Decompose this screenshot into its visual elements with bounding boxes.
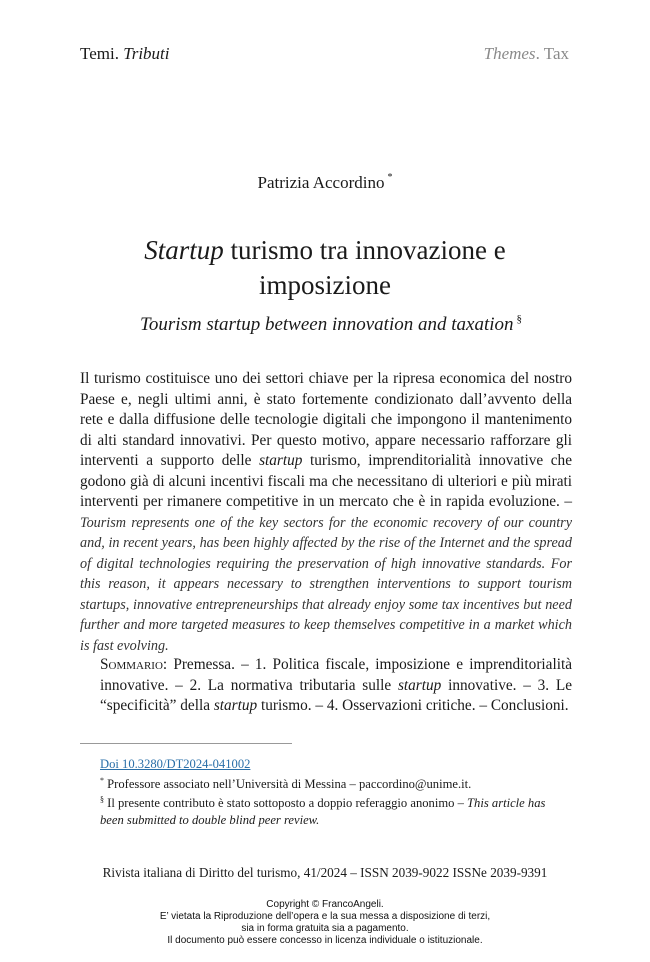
journal-citation: Rivista italiana di Diritto del turismo, 41/2024 – ISSN 2039-9022 ISSNe 2039-9391	[102, 865, 548, 880]
article-subtitle-text: Tourism startup between innovation and taxation	[140, 314, 514, 335]
summary-part1: : Premessa. – 1. Politica fiscale, imposizione e imprenditorialità innovative. – 2. La normativa tributaria sulle	[100, 656, 572, 694]
footnote-2-mark: §	[100, 795, 104, 804]
summary-italic1: startup	[397, 676, 442, 694]
running-head-right-italic: Themes	[483, 44, 536, 63]
footnote-2	[80, 792, 572, 828]
running-head-left-plain: Temi.	[80, 44, 124, 63]
article-title-rest: turismo tra innovazione e	[223, 235, 506, 265]
footnote-divider	[80, 743, 292, 744]
footnotes	[80, 756, 572, 828]
abstract	[80, 369, 572, 656]
footnote-1	[80, 773, 572, 793]
article-title-italic: Startup	[144, 235, 224, 265]
summary-italic2: startup	[213, 697, 258, 714]
author-footnote-mark: *	[387, 172, 393, 183]
copyright-line2: E’ vietata la Riproduzione dell’opera e la sua messa a disposizione di terzi,	[159, 911, 491, 922]
footnote-2-italic: This article has been submitted to double blind peer review.	[100, 796, 546, 827]
summary-part3: turismo. – 4. Osservazioni critiche. – Conclusioni.	[257, 697, 569, 714]
article-subtitle	[0, 313, 650, 336]
copyright-line4: Il documento può essere concesso in licenza individuale o istituzionale.	[167, 935, 483, 946]
copyright-line1: Copyright © FrancoAngeli.	[266, 899, 384, 910]
abstract-italian-part2: turismo, imprenditorialità innovative che godono già di alcuni incentivi fiscali ma che necessitano di ulteriori e più mirati interventi per rimanere competitive in un mercato che è in rapida evoluzione. –	[80, 452, 572, 510]
author-name: Patrizia Accordino	[257, 173, 385, 192]
article-title-line2: imposizione	[259, 270, 391, 300]
summary-label: Sommario	[100, 656, 163, 673]
summary	[100, 655, 572, 717]
copyright-notice	[0, 899, 650, 947]
abstract-italian-part1: Il turismo costituisce uno dei settori chiave per la ripresa economica del nostro Paese e, negli ultimi anni, è stato fortemente condizionato dall’avvento della rete e dalla diffusione delle tecnologie digitali che impongono il mantenimento di alti standard innovativi. Per questo motivo, appare necessario rafforzare gli interventi a supporto delle	[80, 370, 572, 469]
running-head-right-plain: . Tax	[535, 44, 569, 63]
running-head-right	[484, 44, 569, 64]
abstract-english: Tourism represents one of the key sectors for the economic recovery of our country and, in recent years, has been highly affected by the rise of the Internet and the spread of digital technologies requiring the preservation of high innovative standards. For this reason, it appears necessary to strengthen interventions to support tourism startups, innovative entrepreneurships that already enjoy some tax incentives but need further and more targeted measures to keep themselves competitive in a market which is fast evolving.	[80, 514, 572, 654]
running-head-left-italic: Tributi	[123, 44, 170, 63]
summary-part2: innovative. – 3. Le “specificità” della	[100, 676, 573, 714]
abstract-italian-italic: startup	[259, 452, 303, 469]
article-title-line1	[0, 233, 650, 268]
running-head-left	[80, 44, 170, 64]
footnote-2-text: Il presente contributo è stato sottoposto a doppio referaggio anonimo –	[104, 796, 468, 810]
doi-link[interactable]: Doi 10.3280/DT2024-041002	[100, 757, 251, 771]
footnote-1-text: Professore associato nell’Università di Messina – paccordino@unime.it.	[104, 776, 472, 791]
author	[0, 172, 650, 193]
article-title	[0, 233, 650, 303]
copyright-line3: sia in forma gratuita sia a pagamento.	[241, 923, 409, 934]
subtitle-footnote-mark: §	[516, 313, 522, 325]
footnote-1-mark: *	[100, 775, 104, 785]
